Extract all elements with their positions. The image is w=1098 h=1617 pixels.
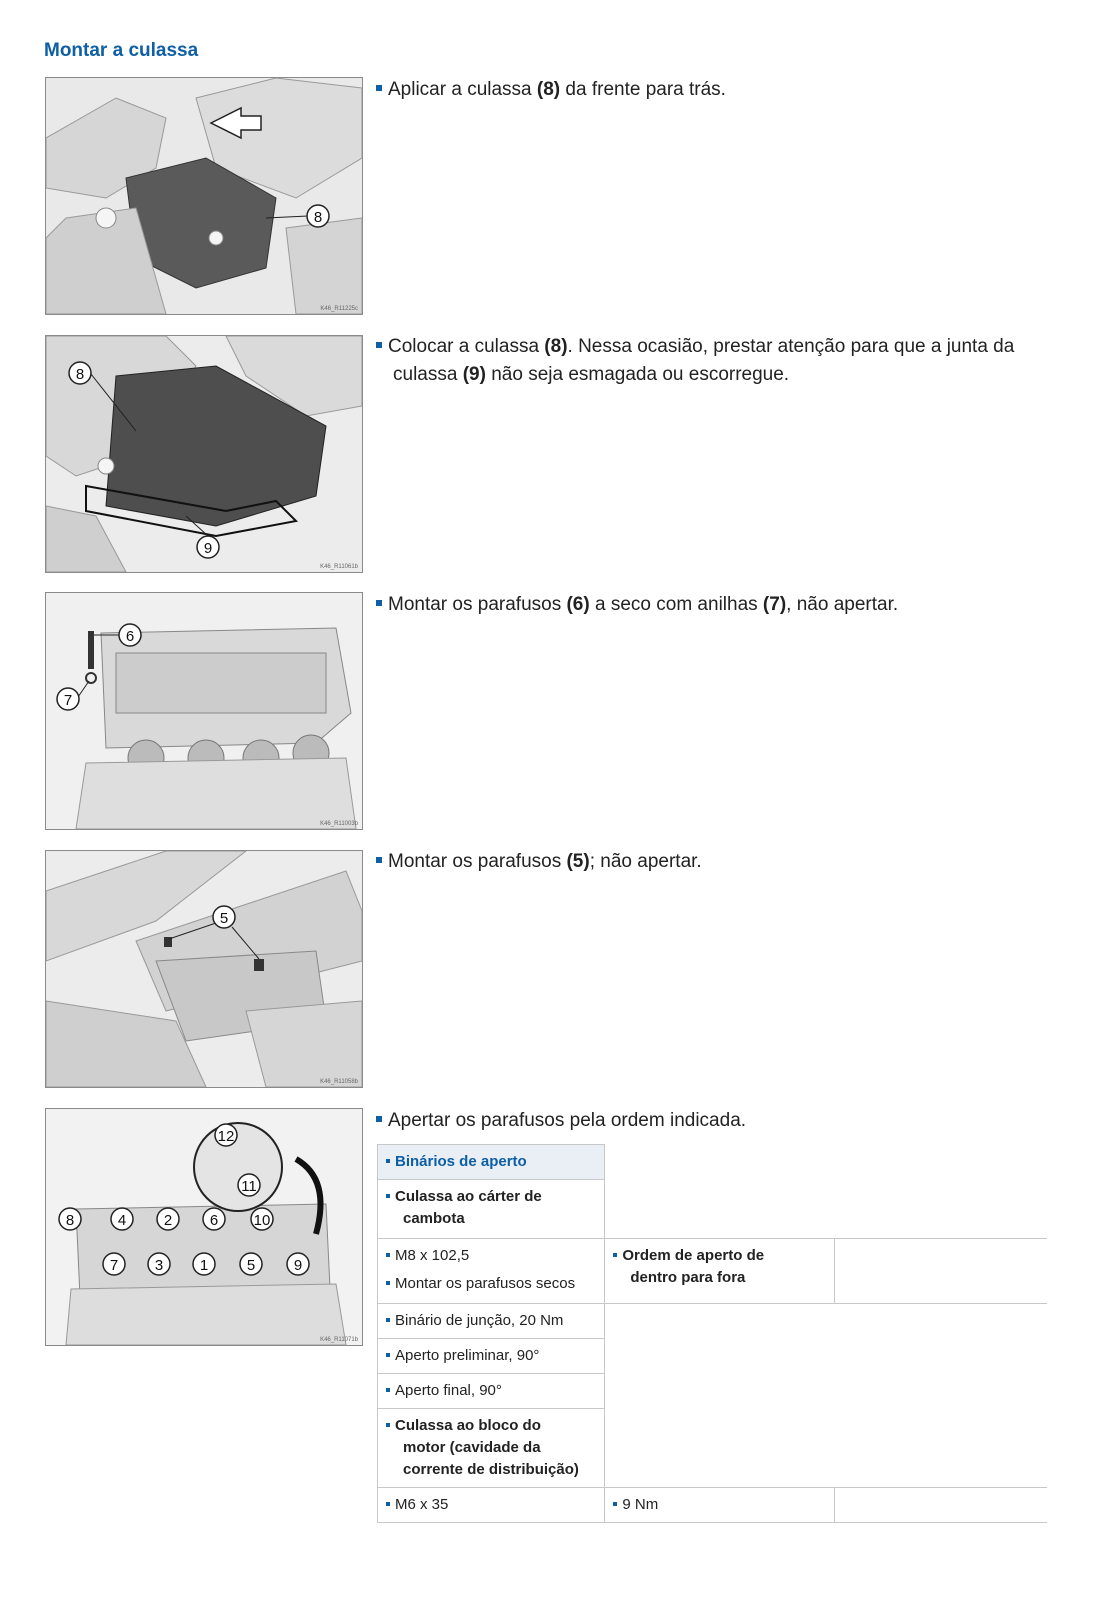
table-row [378,1488,1048,1523]
table-row [378,1339,1048,1374]
step-4: Montar os parafusos (5); não apertar. [376,848,1036,876]
step-2: Colocar a culassa (8). Nessa ocasião, prestar atenção para que a junta da culassa (9) não seja esmagada ou escorregue. [376,333,1036,389]
callout-label: 8 [75,366,85,383]
figure-bolts-washers [45,592,363,830]
figure-code: K46_R11003b [320,821,358,827]
callout-label: 1 [199,1257,209,1274]
table-row [378,1304,1048,1339]
figure-illustration [46,1109,362,1345]
figure-code: K46_R11061b [320,564,358,570]
figure-code: K46_R11058b [320,1079,358,1085]
callout-label: 10 [253,1212,271,1229]
callout-label: 5 [246,1257,256,1274]
bullet-icon [376,1116,382,1122]
figure-illustration [46,593,362,829]
bullet-icon [376,85,382,91]
torque-group-title: Culassa ao bloco do motor (cavidade da corrente de distribuição) [378,1409,605,1488]
figure-cylinder-head-insert [45,77,363,315]
figure-illustration [46,851,362,1087]
callout-label: 5 [219,910,229,927]
torque-spec-cell: M6 x 35 [378,1488,605,1523]
figure-tightening-order [45,1108,363,1346]
bullet-icon [376,857,382,863]
figure-bolts-5 [45,850,363,1088]
callout-label: 9 [293,1257,303,1274]
callout-label: 4 [117,1212,127,1229]
callout-label: 8 [65,1212,75,1229]
callout-label: 12 [217,1128,235,1145]
callout-label: 7 [109,1257,119,1274]
torque-group-title: Culassa ao cárter de cambota [378,1180,605,1239]
step-3: Montar os parafusos (6) a seco com anilhas (7), não apertar. [376,591,1036,619]
callout-label: 7 [63,692,73,709]
torque-table [377,1144,1047,1523]
figure-illustration [46,78,362,314]
bullet-icon [376,600,382,606]
bullet-icon [376,342,382,348]
callout-label: 2 [163,1212,173,1229]
table-row [378,1409,1048,1488]
figure-code: K46_R11071b [320,1337,358,1343]
torque-step-cell: Aperto final, 90° [378,1374,605,1409]
table-row [378,1180,1048,1239]
table-row [378,1374,1048,1409]
callout-label: 6 [125,628,135,645]
figure-illustration [46,336,362,572]
callout-label: 3 [154,1257,164,1274]
torque-value-cell: 9 Nm [605,1488,834,1523]
torque-order-cell: Ordem de aperto de dentro para fora [605,1239,834,1304]
callout-label: 8 [313,209,323,226]
torque-step-cell: Binário de junção, 20 Nm [378,1304,605,1339]
page-title: Montar a culassa [44,40,199,61]
torque-spec-cell: M8 x 102,5 Montar os parafusos secos [378,1239,605,1304]
step-5: Apertar os parafusos pela ordem indicada. [376,1107,1036,1135]
callout-label: 6 [209,1212,219,1229]
table-row [378,1239,1048,1304]
step-1: Aplicar a culassa (8) da frente para trás. [376,76,1036,104]
figure-cylinder-head-place [45,335,363,573]
callout-label: 11 [241,1178,257,1195]
callout-label: 9 [203,540,213,557]
table-row [378,1145,1048,1180]
torque-header: Binários de aperto [378,1145,605,1180]
torque-step-cell: Aperto preliminar, 90° [378,1339,605,1374]
figure-code: K46_R11225c [320,306,358,312]
